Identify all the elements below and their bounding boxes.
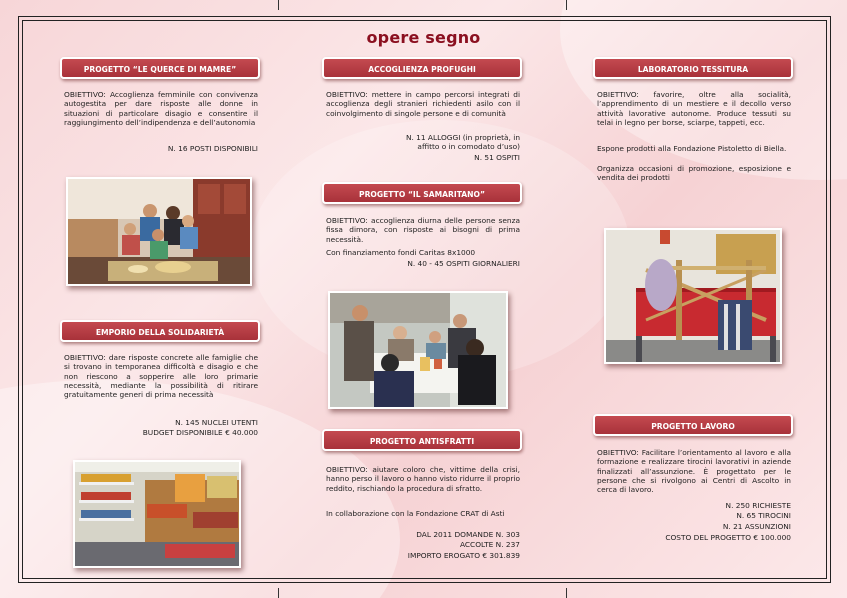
- emporio-stat-budget: BUDGET DISPONIBILE € 40.000: [142, 428, 258, 437]
- lavoro-header: PROGETTO LAVORO: [593, 414, 793, 436]
- lavoro-stat-assunzioni: N. 21 ASSUNZIONI: [722, 522, 791, 531]
- antisfratti-header: PROGETTO ANTISFRATTI: [322, 429, 522, 451]
- emporio-objective: OBIETTIVO: dare risposte concrete alle famiglie che si trovano in temporanea difficoltà e disagio e che non riescono a sopperire alle loro primarie necessità, mediante la possibilità di ritirare gratuitamente generi di prima necessità: [64, 353, 258, 400]
- emporio-stat-users: N. 145 NUCLEI UTENTI: [175, 418, 258, 427]
- crop-mark: [278, 588, 279, 598]
- emporio-header: EMPORIO DELLA SOLIDARIETÀ: [60, 320, 260, 342]
- tessitura-header: LABORATORIO TESSITURA: [593, 57, 793, 79]
- page-title: opere segno: [366, 28, 481, 47]
- profughi-stat-affitto: affitto o in comodato d’uso): [417, 142, 520, 151]
- samaritano-objective: OBIETTIVO: accoglienza diurna delle persone senza fissa dimora, con risposte ai bisogni di prima necessità.: [326, 216, 520, 244]
- lavoro-stat-tirocini: N. 65 TIROCINI: [736, 511, 791, 520]
- profughi-objective: OBIETTIVO: mettere in campo percorsi integrati di accoglienza degli stranieri richiedenti asilo con il coinvolgimento di singole persone e di comunità: [326, 90, 520, 118]
- antisfratti-objective: OBIETTIVO: aiutare coloro che, vittime della crisi, hanno perso il lavoro o hanno visto ridurre il proprio reddito, rischiando la procedura di sfratto.: [326, 465, 520, 493]
- crop-mark: [278, 0, 279, 10]
- querce-stat: N. 16 POSTI DISPONIBILI: [167, 144, 258, 153]
- profughi-stat-alloggi: N. 11 ALLOGGI (in proprietà, in: [405, 133, 520, 142]
- samaritano-dining-photo: [328, 291, 508, 409]
- samaritano-header: PROGETTO “IL SAMARITANO”: [322, 182, 522, 204]
- antisfratti-stat-domande: DAL 2011 DOMANDE N. 303: [416, 530, 520, 539]
- emporio-shelves-photo: [73, 460, 241, 568]
- crop-mark: [566, 588, 567, 598]
- samaritano-stat: N. 40 - 45 OSPITI GIORNALIERI: [407, 259, 520, 268]
- lavoro-stat-costo: COSTO DEL PROGETTO € 100.000: [665, 533, 791, 542]
- lavoro-stat-richieste: N. 250 RICHIESTE: [725, 501, 791, 510]
- crop-mark: [566, 0, 567, 10]
- antisfratti-stat-accolte: ACCOLTE N. 237: [459, 540, 520, 549]
- profughi-stat-ospiti: N. 51 OSPITI: [474, 153, 520, 162]
- lavoro-objective: OBIETTIVO: Facilitare l’orientamento al lavoro e alla formazione e realizzare tirocini lavorativi in aziende finalizzati all’assunzione. È progettato per le persone che si rivolgono ai Centri di Ascolto in cerca di lavoro.: [597, 448, 791, 495]
- women-house-photo: [66, 177, 252, 286]
- tessitura-exhibit: Espone prodotti alla Fondazione Pistoletto di Biella.: [597, 144, 787, 153]
- antisfratti-funding: In collaborazione con la Fondazione CRAT di Asti: [326, 509, 505, 518]
- loom-photo: [604, 228, 782, 364]
- tessitura-objective: OBIETTIVO: favorire, oltre alla socialità, l’apprendimento di un mestiere e il decollo verso attività lavorative autonome. Produce tessuti su telai in legno per borse, sciarpe, tappeti, ecc.: [597, 90, 791, 127]
- antisfratti-stat-importo: IMPORTO EROGATO € 301.839: [407, 551, 520, 560]
- querce-header: PROGETTO “LE QUERCE DI MAMRE”: [60, 57, 260, 79]
- querce-objective: OBIETTIVO: Accoglienza femminile con convivenza autogestita per dare risposte alle donne in situazioni di particolare disagio e consentire il raggiungimento dell’indipendenza e dell’autonomia: [64, 90, 258, 127]
- profughi-header: ACCOGLIENZA PROFUGHI: [322, 57, 522, 79]
- samaritano-funding: Con finanziamento fondi Caritas 8x1000: [326, 248, 476, 257]
- tessitura-promotion: Organizza occasioni di promozione, esposizione e vendita dei prodotti: [597, 164, 791, 183]
